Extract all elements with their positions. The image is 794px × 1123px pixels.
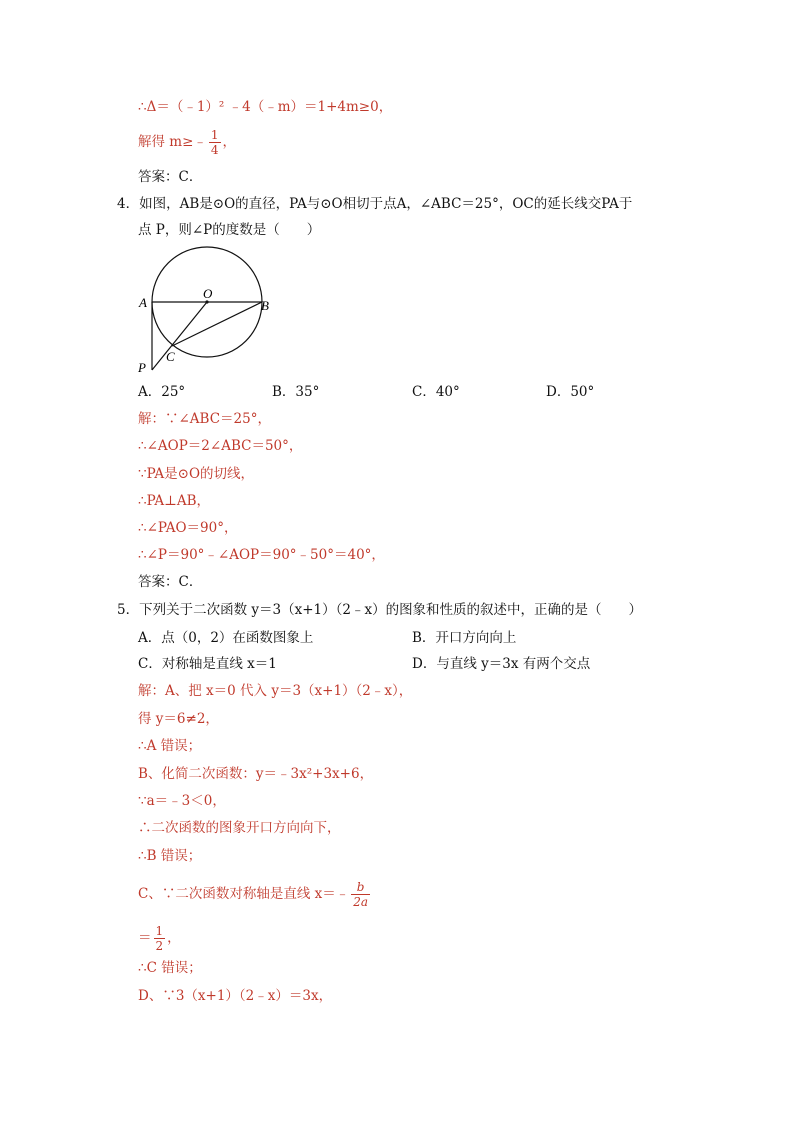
q5-option-c: C．对称轴是直线 x＝1 [138, 656, 277, 672]
q5-solc-prefix: C、∵二次函数对称轴是直线 x＝﹣ [138, 886, 350, 902]
q5-solc-den: 2a [353, 895, 369, 909]
q4-option-d: D．50° [546, 384, 595, 400]
q5-solution-d-line: D、∵3（x+1）（2﹣x）＝3x， [138, 988, 333, 1004]
q5-option-d: D．与直线 y＝3x 有两个交点 [412, 656, 591, 672]
q4-option-a: A．25° [138, 384, 186, 400]
q5-solc2-suffix: ， [167, 930, 181, 946]
q5-solution-line: B、化简二次函数：y＝﹣3x²+3x+6， [138, 766, 374, 782]
q4-solution-line: 解：∵∠ABC＝25°， [138, 411, 271, 427]
q4-solution-line: ∴∠PAO＝90°， [138, 520, 238, 536]
q4-solution-line: ∴∠AOP＝2∠ABC＝50°， [138, 438, 303, 454]
q5-solution-line: ∴A 错误； [138, 738, 202, 754]
q5-solution-c-line [138, 880, 372, 909]
q5-option-b: B．开口方向向上 [412, 630, 517, 646]
q4-answer: 答案：C． [138, 574, 203, 590]
q4-option-b: B．35° [272, 384, 320, 400]
q3-solve-prefix: 解得 m≥﹣ [138, 134, 207, 150]
q3-fraction-den: 4 [210, 143, 219, 157]
q3-discriminant-line: ∴Δ＝（﹣1）² ﹣4（﹣m）＝1+4m≥0， [138, 99, 393, 115]
q4-solution-line: ∴PA⊥AB， [138, 493, 211, 509]
q5-solution-line: ∴B 错误； [138, 848, 202, 864]
q4-solution-line: ∴∠P＝90°﹣∠AOP＝90°﹣50°＝40°， [138, 547, 385, 563]
q4-stem-line1: 4．如图，AB是⊙O的直径，PA与⊙O相切于点A，∠ABC＝25°，OC的延长线交PA于 [117, 196, 633, 212]
q4-option-c: C．40° [412, 384, 460, 400]
q5-stem: 5．下列关于二次函数 y＝3（x+1）（2﹣x）的图象和性质的叙述中，正确的是（ ） [117, 602, 643, 618]
q5-solc-fraction [351, 880, 370, 909]
q5-solc-num: b [351, 880, 370, 895]
q4-stem-line2: 点 P，则∠P的度数是（ ） [138, 222, 321, 238]
label-o: O [203, 286, 213, 301]
line-op [152, 302, 207, 370]
q5-solc2-den: 2 [155, 939, 164, 953]
label-p: P [138, 360, 146, 375]
q4-solution-line: ∵PA是⊙O的切线， [138, 466, 255, 482]
q3-solve-suffix: ， [222, 134, 237, 150]
chord-bc [172, 302, 262, 346]
q3-fraction-num: 1 [210, 128, 219, 142]
q3-answer: 答案：C． [138, 169, 203, 185]
label-a: A [139, 295, 147, 310]
q5-solc2-prefix: ＝ [138, 930, 152, 946]
q5-solution-c3-line: ∴C 错误； [138, 960, 202, 976]
q3-solve-line [138, 128, 236, 157]
q5-solution-line: 解：A、把 x＝0 代入 y＝3（x+1）（2﹣x）， [138, 683, 413, 699]
q5-solution-c2-line [138, 924, 181, 953]
q3-fraction [209, 128, 221, 157]
label-b: B [261, 298, 269, 313]
q5-solution-line: ∵a＝﹣3＜0， [138, 793, 226, 809]
label-c: C [166, 349, 175, 364]
q5-solc2-fraction [154, 924, 166, 953]
q5-solution-line: 得 y＝6≠2， [138, 711, 219, 727]
q5-solution-line: ∴二次函数的图象开口方向向下， [138, 820, 341, 836]
q5-option-a: A．点（0，2）在函数图象上 [138, 630, 314, 646]
q5-solc2-num: 1 [155, 924, 164, 938]
q4-geometry-figure [130, 240, 280, 380]
